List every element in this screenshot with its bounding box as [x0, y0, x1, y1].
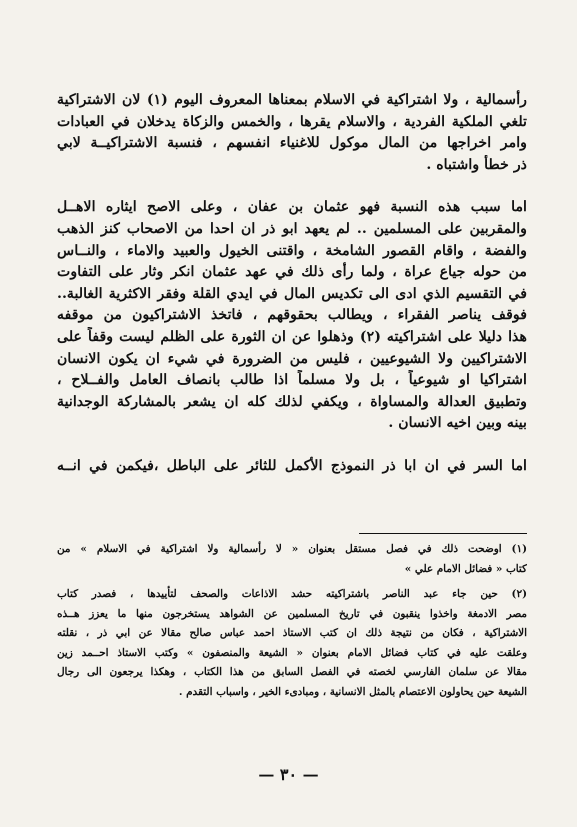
text-line: الاشتراكيين ولا الشيوعيين ، فليس من الضرورة في شيء ان يكون الانسان: [57, 350, 527, 367]
footnote-line: مصر الادمغة واخذوا ينقبون في تاريخ المسلمين عن الشواهد يستخرجون منها ما يعزز هــذه: [57, 607, 527, 620]
paragraph-gap: [57, 176, 527, 197]
text-line: من حوله جياع عراة ، ولما رأى ذلك في عهد عثمان انكر وثار على التفاوت: [57, 264, 527, 281]
text-line: اما سبب هذه النسبة فهو عثمان بن عفان ، وعلى الاصح ايثاره الاهــل: [57, 199, 527, 216]
body-text: [57, 90, 527, 478]
text-line: وامر اخراجها من المال موكول للاغنياء انفسهم ، فنسبة الاشتراكيــة لابي: [57, 135, 527, 152]
page-number: — ٣٠ —: [258, 765, 319, 784]
text-line: في التقسيم الذي ادى الى تكديس المال في ايدي القلة وفقر الاكثرية الغالبة..: [57, 285, 527, 302]
text-line: والفضة ، واقام القصور الشامخة ، واقتنى الخيول والعبيد والاماء ، والنــاس: [57, 242, 527, 259]
footnote-line: (٢) حين جاء عبد الناصر باشتراكيته حشد الاذاعات والصحف لتأييدها ، فصدر كتاب: [57, 588, 527, 600]
footnote-line: (١) اوضحت ذلك في فصل مستقل بعنوان « لا رأسمالية ولا اشتراكية في الاسلام » من: [57, 543, 527, 555]
text-line: ذر خطأ واشتباه .: [426, 156, 527, 173]
footnote-line: الشيعة حين يحاولون الاعتصام بالمثل الانسانية ، ومبادىء الخير ، واسباب التقدم .: [178, 685, 527, 698]
footnote-2: [57, 585, 527, 702]
footnote-line: الاشتراكية ، فكان من نتيجة ذلك ان كتب الاستاذ احمد عباس صالح مقالا عن ابي ذر ، نقلته: [57, 627, 527, 639]
text-line: رأسمالية ، ولا اشتراكية في الاسلام بمعناها المعروف اليوم (١) لان الاشتراكية: [57, 92, 527, 108]
text-line: تلغي الملكية الفردية ، والاسلام يقرها ، والخمس والزكاة يدخلان في العبادات: [57, 113, 527, 130]
footnote-line: كتاب « فضائل الامام علي »: [404, 562, 527, 575]
paragraph-1: [57, 90, 527, 176]
text-line: وتطبيق العدالة والمساواة ، ويكفي لذلك كله ان يشعر بالمشاركة الوجدانية: [57, 393, 527, 410]
footnotes: [57, 540, 527, 702]
text-line: والمقربين على المسلمين .. لم يعهد ابو ذر ان احدا من الاصحاب كنز الذهب: [57, 220, 527, 237]
paragraph-3: [57, 456, 527, 478]
footnote-line: مقالا عن سلمان الفارسي لخصته في الفصل السابق من هذا الكتاب ، وهكذا يرجعون الى رجال: [57, 666, 527, 678]
text-line: بينه وبين اخيه الانسان .: [388, 415, 527, 432]
text-line: اما السر في ان ابا ذر النموذج الأكمل للثائر على الباطل ،فيكمن في انــه: [57, 457, 527, 474]
paragraph-gap: [57, 435, 527, 456]
text-line: هذا دليلا على اشتراكيته (٢) وذهلوا عن ان الثورة على الظلم ليست وقفاً على: [57, 328, 527, 345]
text-line: اشتراكيا او شيوعياً ، بل ولا مسلماً اذا طالب بانصاف العامل والفــلاح ،: [57, 372, 527, 389]
footnote-divider: [359, 533, 527, 534]
text-line: فوقف يناصر الفقراء ، ويطالب بحقوقهم ، فاتخذ الاشتراكيون من موقفه: [57, 307, 527, 324]
footnote-1: [57, 540, 527, 579]
paragraph-2: [57, 197, 527, 435]
footnote-line: وعلقت عليه في كتاب فضائل الامام بعنوان « الشيعة والمنصفون » وكتب الاستاذ احــمد زين: [57, 646, 527, 659]
